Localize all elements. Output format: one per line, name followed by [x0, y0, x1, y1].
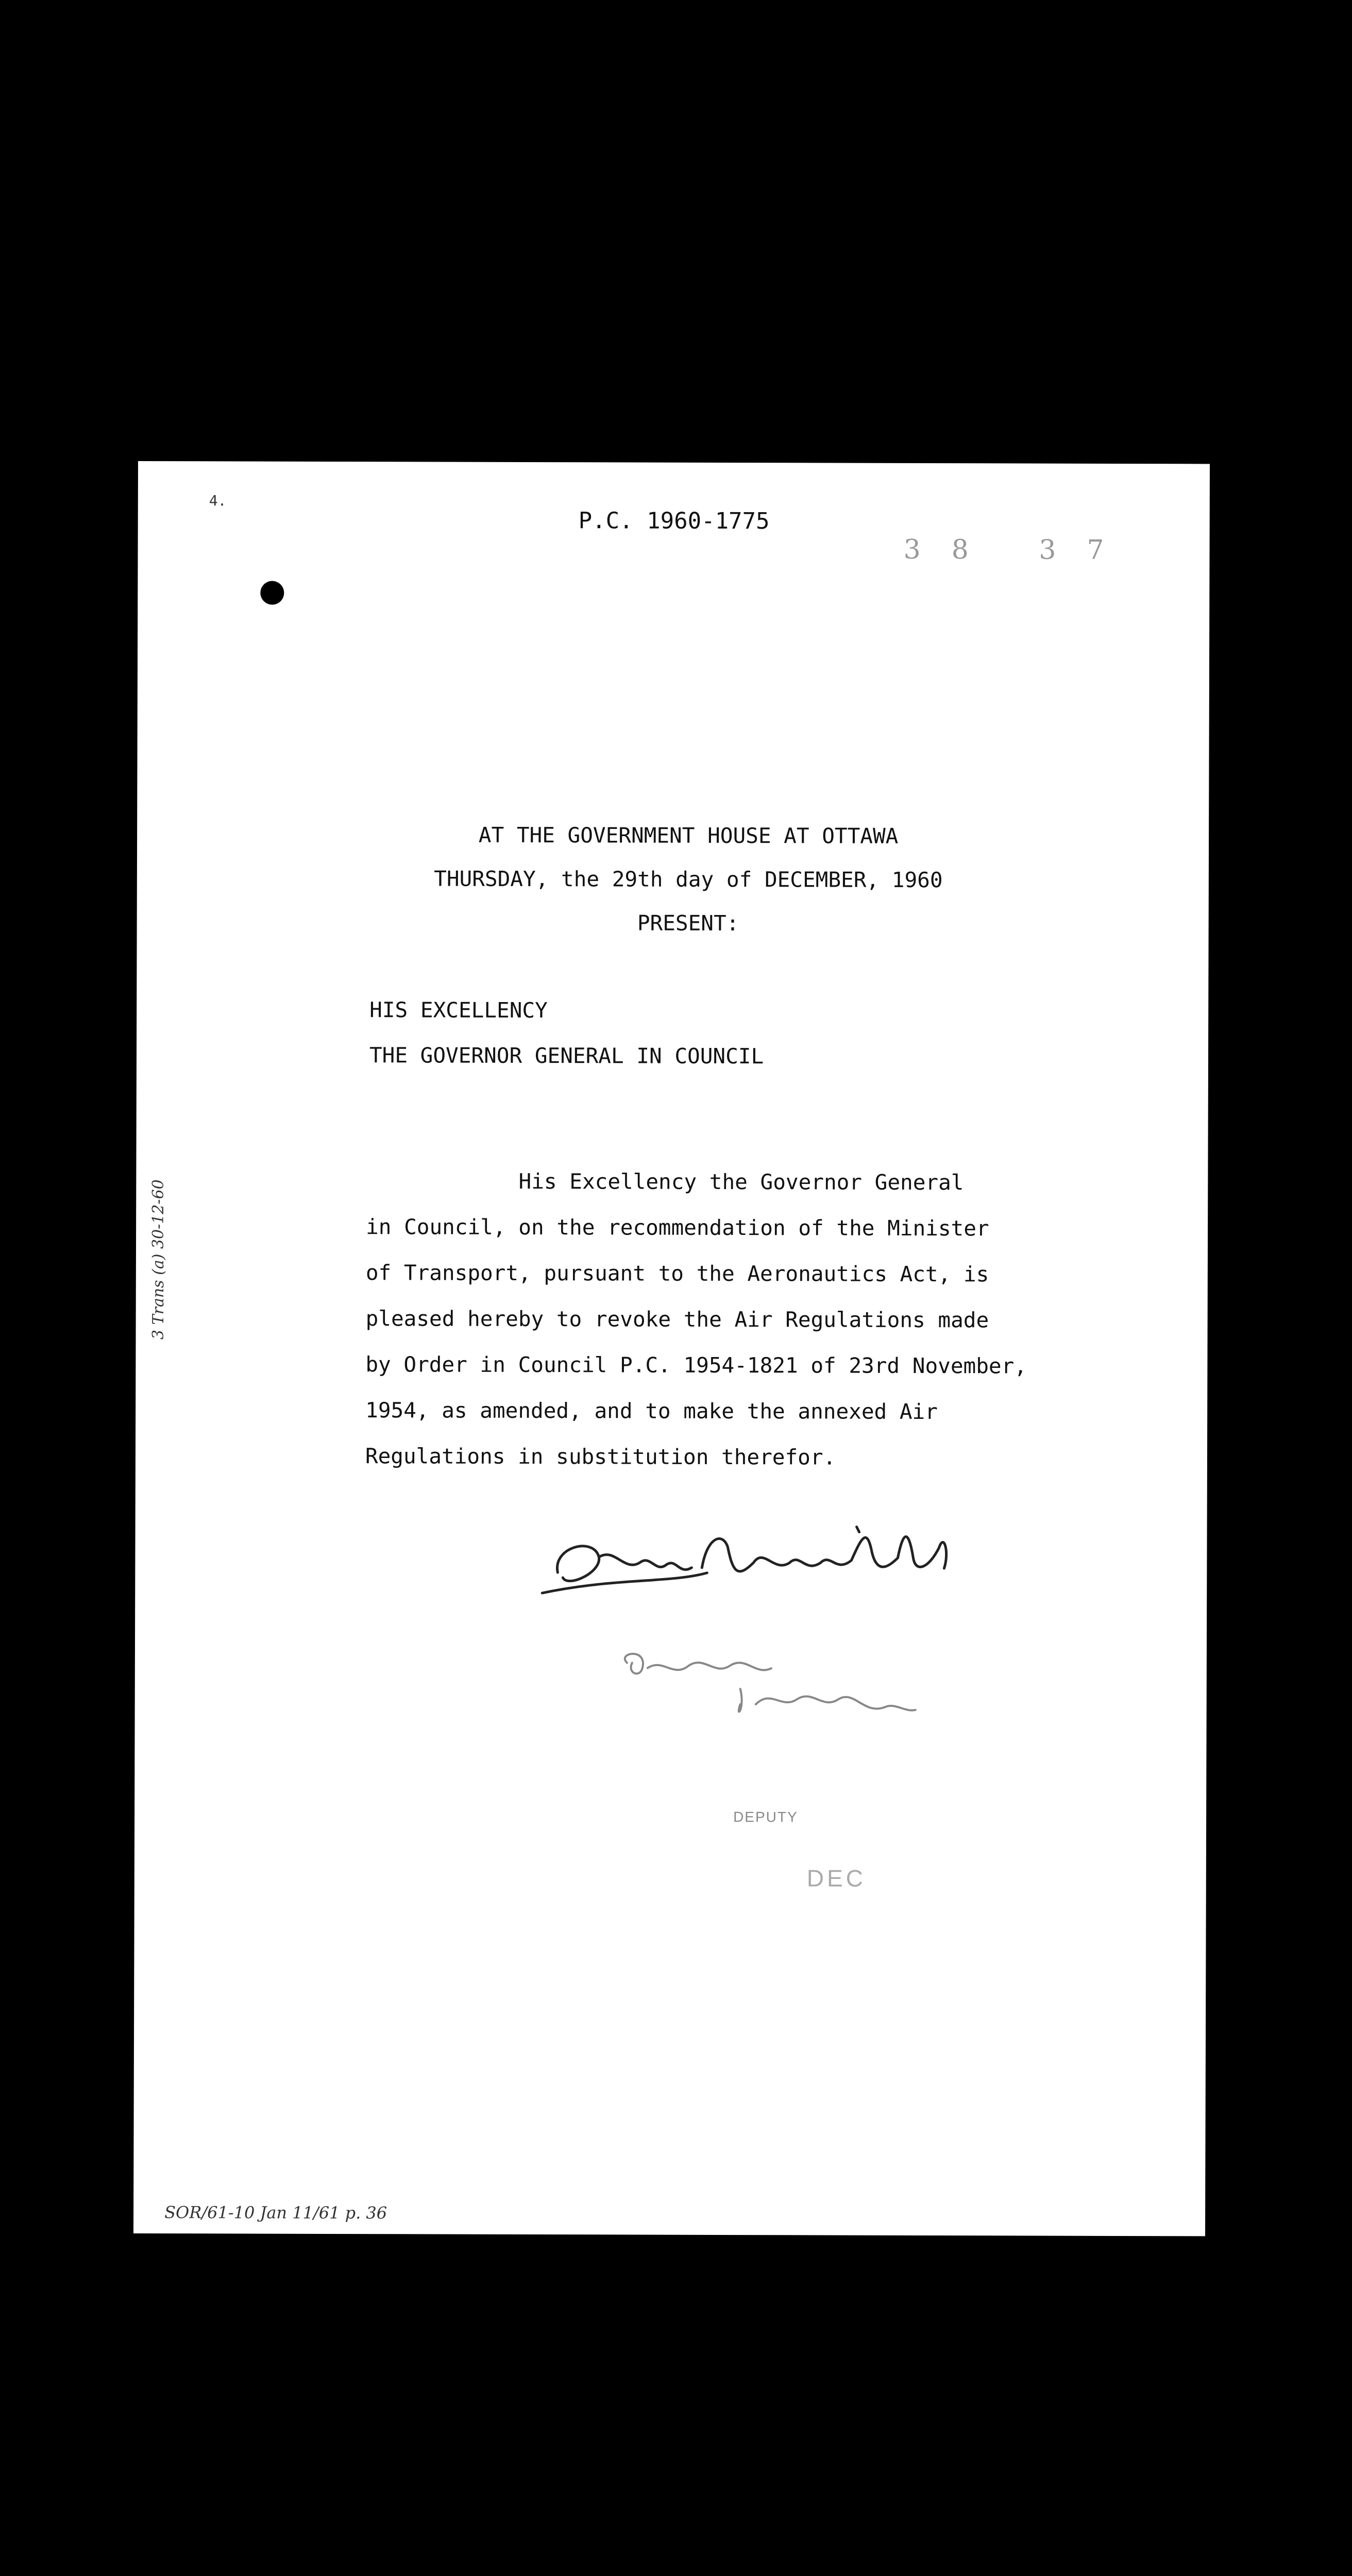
corner-mark: 4. [209, 492, 227, 510]
footer-handwritten-note: SOR/61-10 Jan 11/61 p. 36 [164, 2202, 387, 2223]
order-body-text [365, 1158, 1088, 1481]
present-governor-general: THE GOVERNOR GENERAL IN COUNCIL [369, 1043, 764, 1069]
present-his-excellency: HIS EXCELLENCY [369, 997, 548, 1023]
heading-present: PRESENT: [637, 910, 739, 936]
margin-handwritten-note: 3 Trans (a) 30-12-60 [149, 1179, 167, 1340]
heading-date: THURSDAY, the 29th day of DECEMBER, 1960 [434, 866, 943, 893]
stamp-date: DEC [806, 1865, 866, 1892]
document-page [133, 461, 1210, 2236]
punch-hole [260, 581, 284, 605]
body-text: His Excellency the Governor General in Council, on the recommendation of the Minister of Transport, pursuant to the Aeronautics Act, is pleased hereby to revoke the Air Regulations made by Order in Council P.C. 1954-1821 of 23rd November, 1954, as amended, and to make the annexed Air Regulations in substitution therefor. [365, 1168, 1027, 1470]
order-reference-number: P.C. 1960-1775 [578, 507, 770, 535]
body-indent [366, 1168, 518, 1194]
handwritten-signature [537, 1516, 1001, 1609]
deputy-stamp-text: DEPUTY [733, 1809, 798, 1825]
approval-signature [617, 1647, 967, 1736]
heading-location: AT THE GOVERNMENT HOUSE AT OTTAWA [478, 822, 899, 849]
page-number: 38 37 [903, 534, 1135, 566]
